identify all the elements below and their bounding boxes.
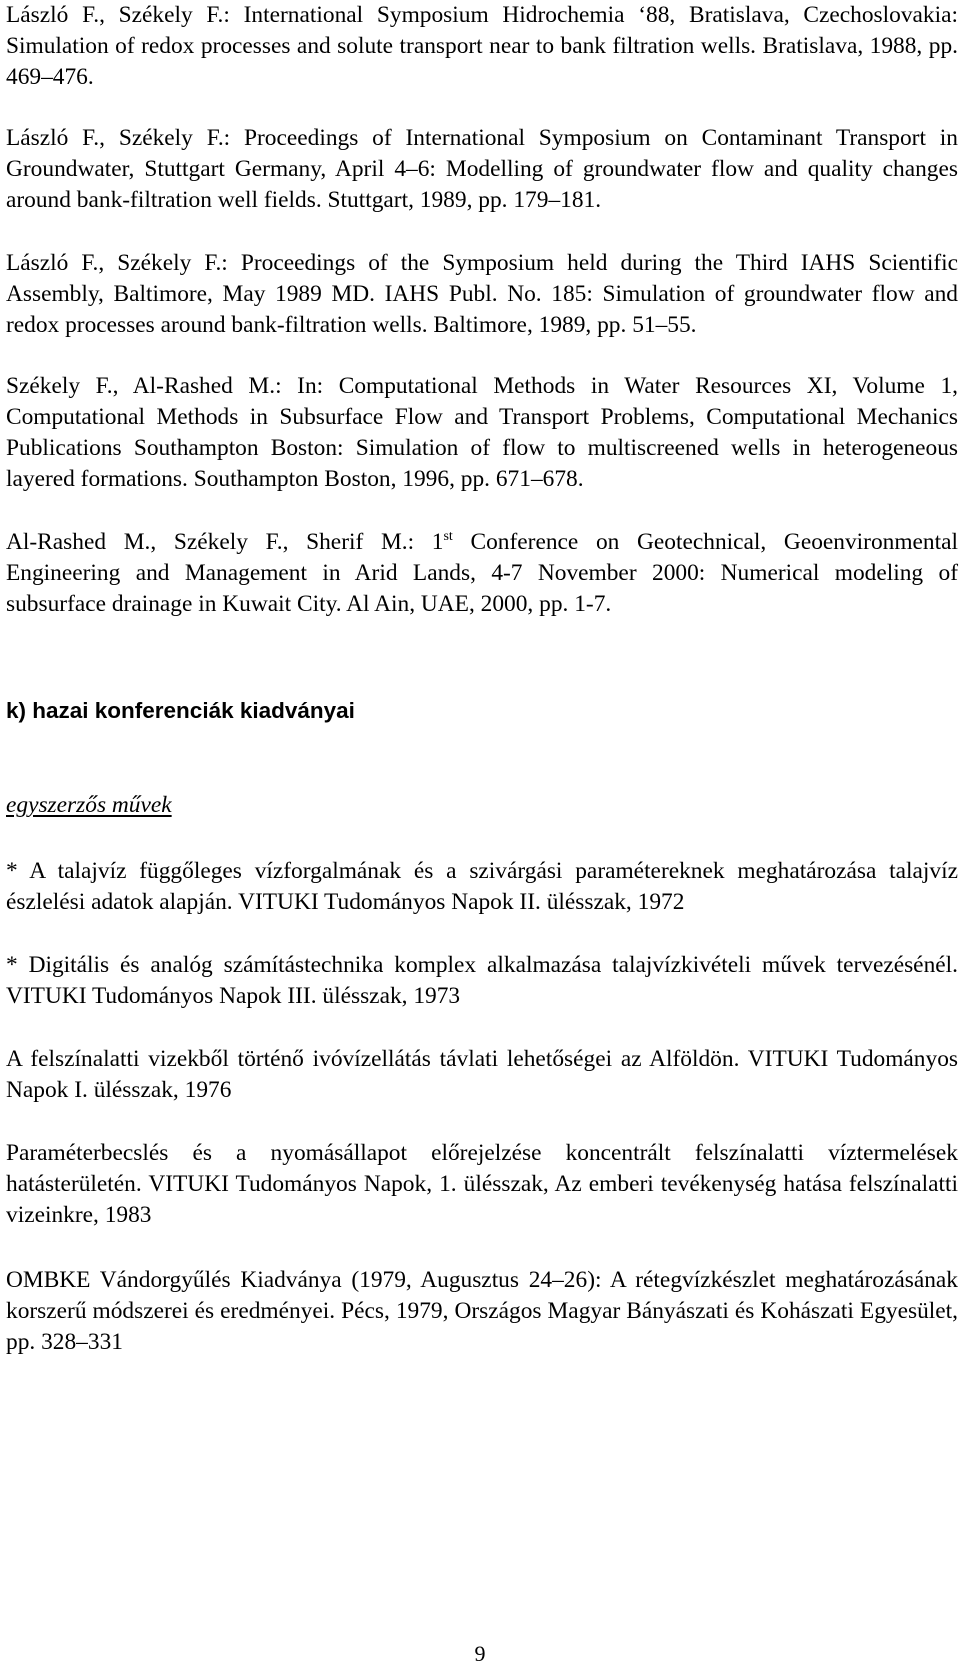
domestic-entry-2: * Digitális és analóg számítástechnika komplex alkalmazása talajvízkivételi művek tervezésénél. VITUKI Tudományos Napok III. ülésszak, 1973 bbox=[6, 952, 958, 1009]
reference-entry-5-start: Al-Rashed M., Székely F., Sherif M.: 1 bbox=[6, 529, 444, 555]
page-content bbox=[6, 0, 958, 1358]
reference-entry-5 bbox=[6, 527, 958, 620]
domestic-entry-1: * A talajvíz függőleges vízforgalmának és a szivárgási paramétereknek meghatározása talajvíz észlelési adatok alapján. VITUKI Tudományos Napok II. ülésszak, 1972 bbox=[6, 858, 958, 915]
reference-entry-4: Székely F., Al-Rashed M.: In: Computational Methods in Water Resources XI, Volume 1, Computational Methods in Subsurface Flow and Transport Problems, Computational Mechanics Publications Southampton Boston: Simulation of flow to multiscreened wells in heterogeneous layered formations. Southampton Boston, 1996, pp. 671–678. bbox=[6, 373, 958, 492]
ordinal-superscript: st bbox=[443, 529, 453, 545]
section-heading: k) hazai konferenciák kiadványai bbox=[6, 698, 355, 723]
reference-entry-3: László F., Székely F.: Proceedings of the Symposium held during the Third IAHS Scientific Assembly, Baltimore, May 1989 MD. IAHS Publ. No. 185: Simulation of groundwater flow and redox processes around bank-filtration wells. Baltimore, 1989, pp. 51–55. bbox=[6, 250, 958, 338]
reference-entry-2: László F., Székely F.: Proceedings of International Symposium on Contaminant Transport in Groundwater, Stuttgart Germany, April 4–6: Modelling of groundwater flow and quality changes around bank-filtration well fields. Stuttgart, 1989, pp. 179–181. bbox=[6, 125, 958, 213]
subheading-single-author-works: egyszerzős művek bbox=[6, 792, 172, 818]
domestic-entry-3: A felszínalatti vizekből történő ivóvízellátás távlati lehetőségei az Alföldön. VITUKI Tudományos Napok I. ülésszak, 1976 bbox=[6, 1046, 958, 1103]
domestic-entry-4: Paraméterbecslés és a nyomásállapot előrejelzése koncentrált felszínalatti víztermelések hatásterületén. VITUKI Tudományos Napok, 1. ülésszak, Az emberi tevékenység hatása felszínalatti vizeinkre, 1983 bbox=[6, 1140, 958, 1228]
domestic-entry-5: OMBKE Vándorgyűlés Kiadványa (1979, Augusztus 24–26): A rétegvízkészlet meghatározásának korszerű módszerei és eredményei. Pécs, 1979, Országos Magyar Bányászati és Kohászati Egyesület, pp. 328–331 bbox=[6, 1267, 958, 1355]
reference-entry-1: László F., Székely F.: International Symposium Hidrochemia ‘88, Bratislava, Czechoslovakia: Simulation of redox processes and solute transport near to bank filtration wells. Bratislava, 1988, pp. 469–476. bbox=[6, 2, 958, 90]
reference-entry-5-rest: Conference on Geotechnical, Geoenvironmental Engineering and Management in Arid Lands, 4-7 November 2000: Numerical modeling of subsurface drainage in Kuwait City. Al Ain, UAE, 2000, pp. 1-7. bbox=[6, 529, 958, 617]
page-number: 9 bbox=[474, 1641, 486, 1666]
